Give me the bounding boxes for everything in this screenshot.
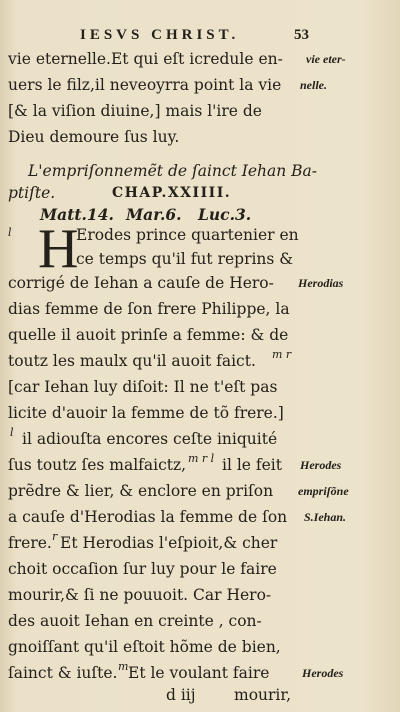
text-line: gnoiſſant qu'il eſtoit hõme de bien,	[8, 638, 281, 656]
text-line: [car Iehan luy diſoit: Il ne t'eſt pas	[8, 378, 278, 396]
text-line: dias femme de ſon frere Philippe, la	[8, 300, 290, 318]
chapter-title-cont: ptiſte. CHAP.XXIIII.	[0, 180, 400, 206]
running-header	[0, 22, 400, 48]
signature-mark: d iij	[166, 686, 196, 704]
margin-note: empriſõne	[298, 484, 349, 498]
chapter-title: L'empriſonnemẽt de ſainct Iehan Ba-	[28, 162, 318, 180]
page-number: 53	[294, 27, 309, 43]
drop-cap-H: H	[38, 218, 79, 280]
margin-marker: m	[118, 660, 129, 673]
text-line: ſainct & iuſte. m Et le voulant faire Herodes	[0, 660, 400, 686]
text-line: Erodes prince quartenier en	[76, 226, 299, 244]
text-line: quelle il auoit prinſe a femme: & de	[8, 326, 289, 344]
margin-marker: l	[10, 426, 14, 439]
text-line: mourir,& ſi ne pouuoit. Car Hero-	[8, 586, 272, 604]
margin-marker: l	[8, 226, 12, 239]
text-line: toutz les maulx qu'il auoit faict. m r	[8, 348, 292, 370]
text-line: frere. r Et Herodias l'eſpioit,& cher	[8, 530, 278, 552]
text-line: a cauſe d'Herodias la femme de ſon S.Iehan.	[0, 504, 400, 530]
text-line: l il adiouſta encores ceſte iniquité	[10, 426, 278, 448]
page-footer	[0, 682, 400, 708]
gospel-references: Matt.14. Mar.6. Luc.3.	[40, 205, 252, 224]
margin-marker: m r	[272, 348, 292, 361]
text-line: ce temps qu'il fut reprins &	[76, 250, 294, 268]
text-line: prẽdre & lier, & enclore en priſon empriſõne	[0, 478, 400, 504]
margin-note: Herodes	[302, 666, 344, 680]
margin-note: vie eter-	[306, 52, 346, 66]
margin-marker: m r l	[188, 452, 215, 465]
running-head: IESVS CHRIST.	[80, 27, 240, 43]
text-line: [& la viſion diuine,] mais l'ire de	[8, 102, 262, 120]
margin-note: Herodias	[298, 276, 344, 290]
text-line: choit occaſion ſur luy pour le faire	[8, 560, 277, 578]
margin-note: nelle.	[300, 78, 327, 92]
text-line: Dieu demoure ſus luy.	[8, 128, 180, 146]
text-line: uers le filz,il neveoyrra point la vie nelle.	[0, 72, 400, 98]
text-line: ſus toutz ſes malfaictz, m r l il le feit Herodes	[0, 452, 400, 478]
catchword: mourir,	[234, 686, 292, 704]
margin-marker: r	[52, 530, 58, 543]
text-line: des auoit Iehan en creinte , con-	[8, 612, 262, 630]
text-line: licite d'auoir la femme de tõ frere.]	[8, 404, 284, 422]
margin-note: Herodes	[300, 458, 342, 472]
margin-note: S.Iehan.	[304, 510, 347, 524]
chapter-number: CHAP.XXIIII.	[112, 185, 232, 201]
text-line: corrigé de Iehan a cauſe de Hero- Herodias	[0, 270, 400, 296]
text-line: vie eternelle.Et qui eſt icredule en- vie eter-	[0, 46, 400, 72]
